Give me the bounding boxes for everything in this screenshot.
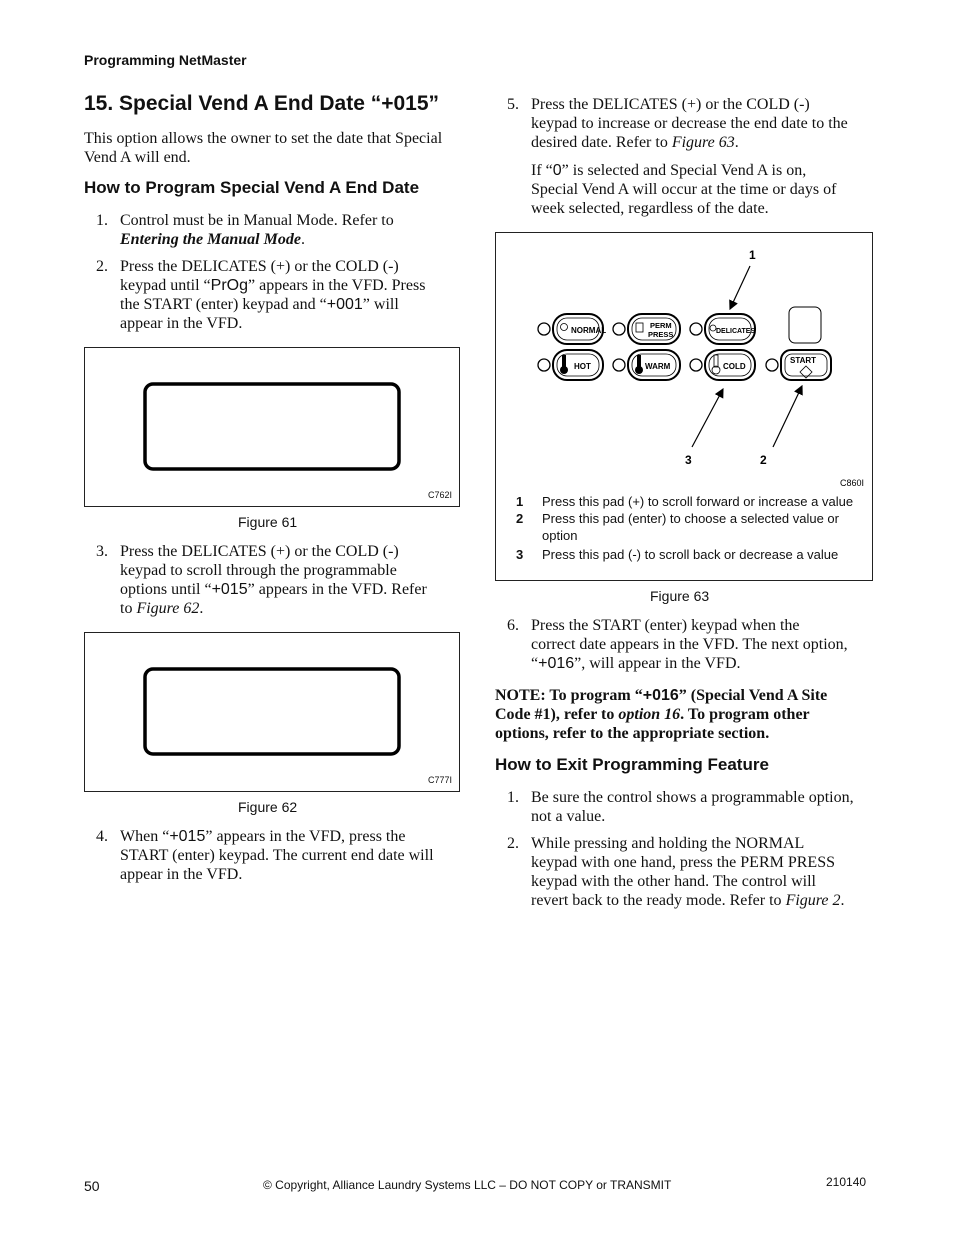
legend-item: 3 Press this pad (-) to scroll back or decrease a value xyxy=(516,547,839,562)
figure-reference: Figure 63 xyxy=(671,134,735,151)
warm-keypad[interactable] xyxy=(613,350,680,380)
step-number: 6. xyxy=(507,617,519,634)
step-number: 2. xyxy=(507,835,519,852)
step-5-note: If “0” is selected and Special Vend A is on, Special Vend A will occur at the time or days of week selected, regardless of the date. xyxy=(531,162,837,217)
callout-arrow-1 xyxy=(730,266,750,309)
step-number: 1. xyxy=(96,212,108,229)
blank-keypad xyxy=(789,307,821,343)
step-3-text: Press the DELICATES (+) or the COLD (-) keypad to scroll through the programmable options until “+015” appears in the VFD. Refer to Figure 62. xyxy=(120,543,427,617)
step-5-text: Press the DELICATES (+) or the COLD (-) keypad to increase or decrease the end date to the desired date. Refer to Figure 63. xyxy=(531,96,848,151)
vfd-code: +015 xyxy=(211,581,248,598)
step-6-text: Press the START (enter) keypad when the correct date appears in the VFD. The next option, “+016”, will appear in the VFD. xyxy=(531,617,848,672)
vfd-display-prog xyxy=(85,348,459,506)
page-number: 50 xyxy=(84,1178,100,1194)
exit-step-1-text: Be sure the control shows a programmable option, not a value. xyxy=(531,789,854,825)
figure-code: C777I xyxy=(427,775,452,785)
figure-code: C762I xyxy=(427,490,452,500)
callout-3: 3 xyxy=(685,453,692,467)
start-keypad[interactable] xyxy=(766,350,831,380)
legend-item: 1 Press this pad (+) to scroll forward or increase a value xyxy=(516,494,854,509)
figure-63-caption: Figure 63 xyxy=(650,588,710,604)
vfd-code: +016 xyxy=(642,687,679,704)
figure-62-caption: Figure 62 xyxy=(238,799,298,815)
svg-text:WARM: WARM xyxy=(645,362,671,371)
step-number: 1. xyxy=(507,789,519,806)
delicates-keypad[interactable] xyxy=(690,314,755,344)
vfd-code: +015 xyxy=(169,828,206,845)
vfd-display-015 xyxy=(85,633,459,791)
svg-text:START: START xyxy=(790,356,817,365)
normal-keypad[interactable] xyxy=(538,314,606,344)
svg-text:PERM: PERM xyxy=(650,321,672,330)
figure-code: C860I xyxy=(840,478,865,488)
hot-keypad[interactable] xyxy=(538,350,603,380)
step-2-text: Press the DELICATES (+) or the COLD (-) keypad until “PrOg” appears in the VFD. Press the START (enter) keypad and “+001” will appear in the VFD. xyxy=(120,258,426,332)
subheading-program: How to Program Special Vend A End Date xyxy=(84,178,420,197)
option-reference: option 16 xyxy=(618,706,681,723)
note-paragraph: NOTE: To program “+016” (Special Vend A Site Code #1), refer to option 16. To program other options, refer to the appropriate section. xyxy=(495,687,828,742)
step-1-text: Control must be in Manual Mode. Refer to Entering the Manual Mode. xyxy=(120,212,394,248)
keypad-diagram xyxy=(496,233,872,493)
cold-keypad[interactable] xyxy=(690,350,755,380)
step-number: 4. xyxy=(96,828,108,845)
step-number: 3. xyxy=(96,543,108,560)
figure-62-box xyxy=(84,632,460,792)
vfd-code: 0 xyxy=(552,162,562,179)
legend-item: 2 Press this pad (enter) to choose a selected value or option xyxy=(516,511,839,543)
figure-63-legend xyxy=(516,493,868,563)
vfd-code: +016 xyxy=(538,655,575,672)
step-number: 2. xyxy=(96,258,108,275)
perm-press-keypad[interactable] xyxy=(613,314,680,344)
copyright-notice: © Copyright, Alliance Laundry Systems LLC – DO NOT COPY or TRANSMIT xyxy=(263,1178,672,1192)
svg-text:NORMAL: NORMAL xyxy=(571,326,607,335)
figure-reference: Figure 2 xyxy=(785,892,841,909)
subheading-exit: How to Exit Programming Feature xyxy=(495,755,769,774)
svg-text:HOT: HOT xyxy=(574,362,591,371)
document-number: 210140 xyxy=(826,1175,867,1189)
running-header: Programming NetMaster xyxy=(84,52,247,68)
intro-paragraph: This option allows the owner to set the date that Special Vend A will end. xyxy=(84,130,443,166)
step-4-text: When “+015” appears in the VFD, press the START (enter) keypad. The current end date will appear in the VFD. xyxy=(120,828,434,883)
callout-arrow-2 xyxy=(773,386,802,447)
callout-arrow-3 xyxy=(692,389,723,447)
vfd-code: PrOg xyxy=(210,277,248,294)
callout-2: 2 xyxy=(760,453,767,467)
svg-text:COLD: COLD xyxy=(723,362,746,371)
thermometer-hot-icon xyxy=(562,355,566,367)
section-title: 15. Special Vend A End Date “+015” xyxy=(84,92,440,115)
thermometer-warm-icon xyxy=(637,355,641,367)
step-number: 5. xyxy=(507,96,519,113)
figure-63-box xyxy=(495,232,873,581)
svg-text:DELICATES: DELICATES xyxy=(716,328,756,335)
callout-1: 1 xyxy=(749,248,756,262)
exit-step-2-text: While pressing and holding the NORMAL keypad with one hand, press the PERM PRESS keypad with the other hand. The control will revert back to the ready mode. Refer to Figure 2. xyxy=(531,835,845,909)
svg-text:PRESS: PRESS xyxy=(648,330,674,339)
figure-61-box xyxy=(84,347,460,507)
step-1-reference: Entering the Manual Mode xyxy=(120,231,301,248)
figure-reference: Figure 62 xyxy=(136,600,200,617)
figure-61-caption: Figure 61 xyxy=(238,514,298,530)
vfd-code: +001 xyxy=(326,296,363,313)
